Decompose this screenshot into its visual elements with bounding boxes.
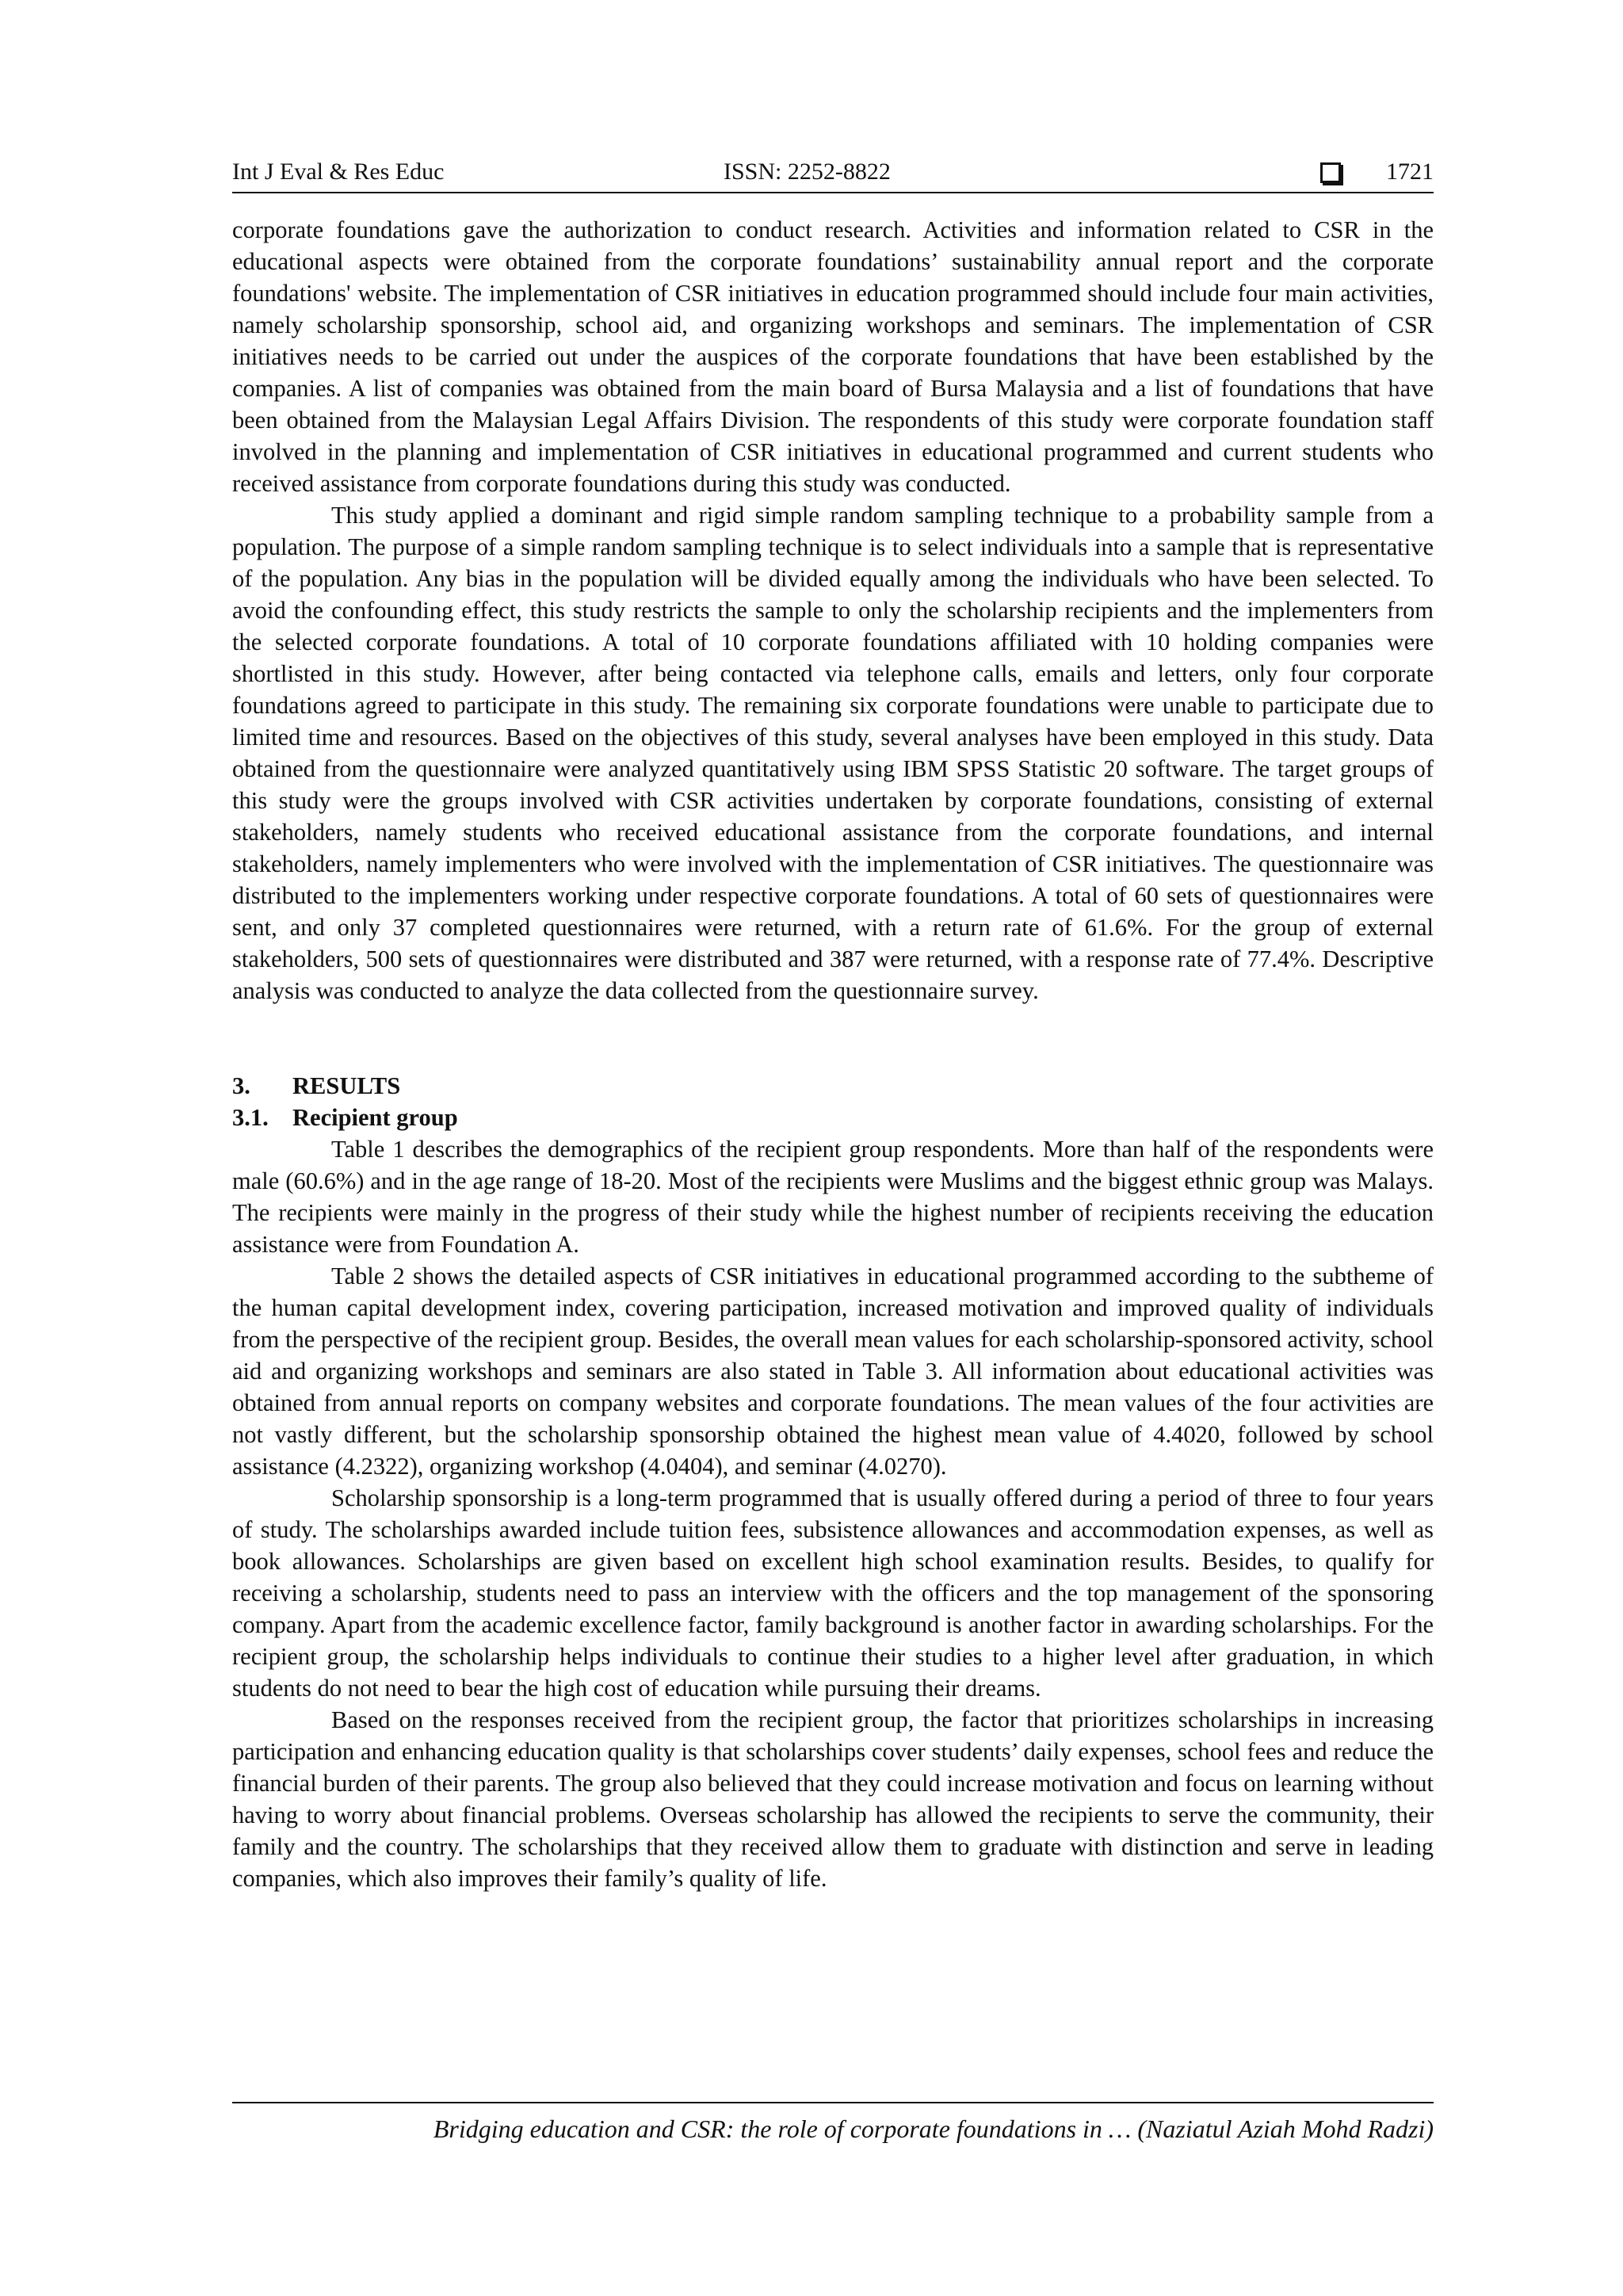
paragraph-1: corporate foundations gave the authorization to conduct research. Activities and information related to CSR in the educational aspects were obtained from the corporate foundations’ sustainability annual report and the corporate foundations' website. The implementation of CSR initiatives in education programmed should include four main activities, namely scholarship sponsorship, school aid, and organizing workshops and seminars. The implementation of CSR initiatives needs to be carried out under the auspices of the corporate foundations that have been established by the companies. A list of companies was obtained from the main board of Bursa Malaysia and a list of foundations that have been obtained from the Malaysian Legal Affairs Division. The respondents of this study were corporate foundation staff involved in the planning and implementation of CSR initiatives in educational programmed and current students who received assistance from corporate foundations during this study was conducted. <box>232 216 1434 497</box>
footer-title: Bridging education and CSR: the role of corporate foundations in … (Naziatul Aziah Mohd Radzi) <box>433 2115 1434 2143</box>
paragraph-4: Table 2 shows the detailed aspects of CSR initiatives in educational programmed according to the subtheme of the human capital development index, covering participation, increased motivation and improved quality of individuals from the perspective of the recipient group. Besides, the overall mean values for each scholarship-sponsored activity, school aid and organizing workshops and seminars are also stated in Table 3. All information about educational activities was obtained from annual reports on company websites and corporate foundations. The mean values of the four activities are not vastly different, but the scholarship sponsorship obtained the highest mean value of 4.4020, followed by school assistance (4.2322), organizing workshop (4.0404), and seminar (4.0270). <box>232 1263 1434 1480</box>
running-footer <box>232 2102 1434 2145</box>
paragraph-5: Scholarship sponsorship is a long-term programmed that is usually offered during a period of three to four years of study. The scholarships awarded include tuition fees, subsistence allowances and accommodation expenses, as well as book allowances. Scholarships are given based on excellent high school examination results. Besides, to qualify for receiving a scholarship, students need to pass an interview with the officers and the top management of the sponsoring company. Apart from the academic excellence factor, family background is another factor in awarding scholarships. For the recipient group, the scholarship helps individuals to continue their studies to a higher level after graduation, in which students do not need to bear the high cost of education while pursuing their dreams. <box>232 1484 1434 1702</box>
section-title: RESULTS <box>292 1072 401 1099</box>
paragraph-2: This study applied a dominant and rigid simple random sampling technique to a probability sample from a population. The purpose of a simple random sampling technique is to select individuals into a sample that is representative of the population. Any bias in the population will be divided equally among the individuals who have been selected. To avoid the confounding effect, this study restricts the sample to only the scholarship recipients and the implementers from the selected corporate foundations. A total of 10 corporate foundations affiliated with 10 holding companies were shortlisted in this study. However, after being contacted via telephone calls, emails and letters, only four corporate foundations agreed to participate in this study. The remaining six corporate foundations were unable to participate due to limited time and resources. Based on the objectives of this study, several analyses have been employed in this study. Data obtained from the questionnaire were analyzed quantitatively using IBM SPSS Statistic 20 software. The target groups of this study were the groups involved with CSR activities undertaken by corporate foundations, consisting of external stakeholders, namely students who received educational assistance from the corporate foundations, and internal stakeholders, namely implementers who were involved with the implementation of CSR initiatives. The questionnaire was distributed to the implementers working under respective corporate foundations. A total of 60 sets of questionnaires were sent, and only 37 completed questionnaires were returned, with a return rate of 61.6%. For the group of external stakeholders, 500 sets of questionnaires were distributed and 387 were returned, with a response rate of 77.4%. Descriptive analysis was conducted to analyze the data collected from the questionnaire survey. <box>232 502 1434 1004</box>
subsection-number: 3.1. <box>232 1104 269 1131</box>
paragraph-6: Based on the responses received from the recipient group, the factor that prioritizes scholarships in increasing participation and enhancing education quality is that scholarships cover students’ daily expenses, school fees and reduce the financial burden of their parents. The group also believed that they could increase motivation and focus on learning without having to worry about financial problems. Overseas scholarship has allowed the recipients to serve the community, their family and the country. The scholarships that they received allow them to graduate with distinction and serve in leading companies, which also improves their family’s quality of life. <box>232 1706 1434 1892</box>
paper-page <box>232 0 1434 2296</box>
journal-name: Int J Eval & Res Educ <box>232 159 445 185</box>
paragraph-3: Table 1 describes the demographics of the recipient group respondents. More than half of the respondents were male (60.6%) and in the age range of 18-20. Most of the recipients were Muslims and the biggest ethnic group was Malays. The recipients were mainly in the progress of their study while the highest number of recipients receiving the education assistance were from Foundation A. <box>232 1136 1434 1258</box>
page-number: 1721 <box>1386 159 1434 185</box>
issn: ISSN: 2252-8822 <box>724 159 891 185</box>
subsection-heading-recipient <box>232 1102 1434 1133</box>
square-bullet-icon <box>1320 162 1341 183</box>
section-heading-results <box>232 1070 1434 1102</box>
section-number: 3. <box>232 1072 250 1099</box>
running-header <box>232 157 1434 193</box>
subsection-title: Recipient group <box>292 1104 458 1131</box>
main-text <box>232 214 1434 1894</box>
